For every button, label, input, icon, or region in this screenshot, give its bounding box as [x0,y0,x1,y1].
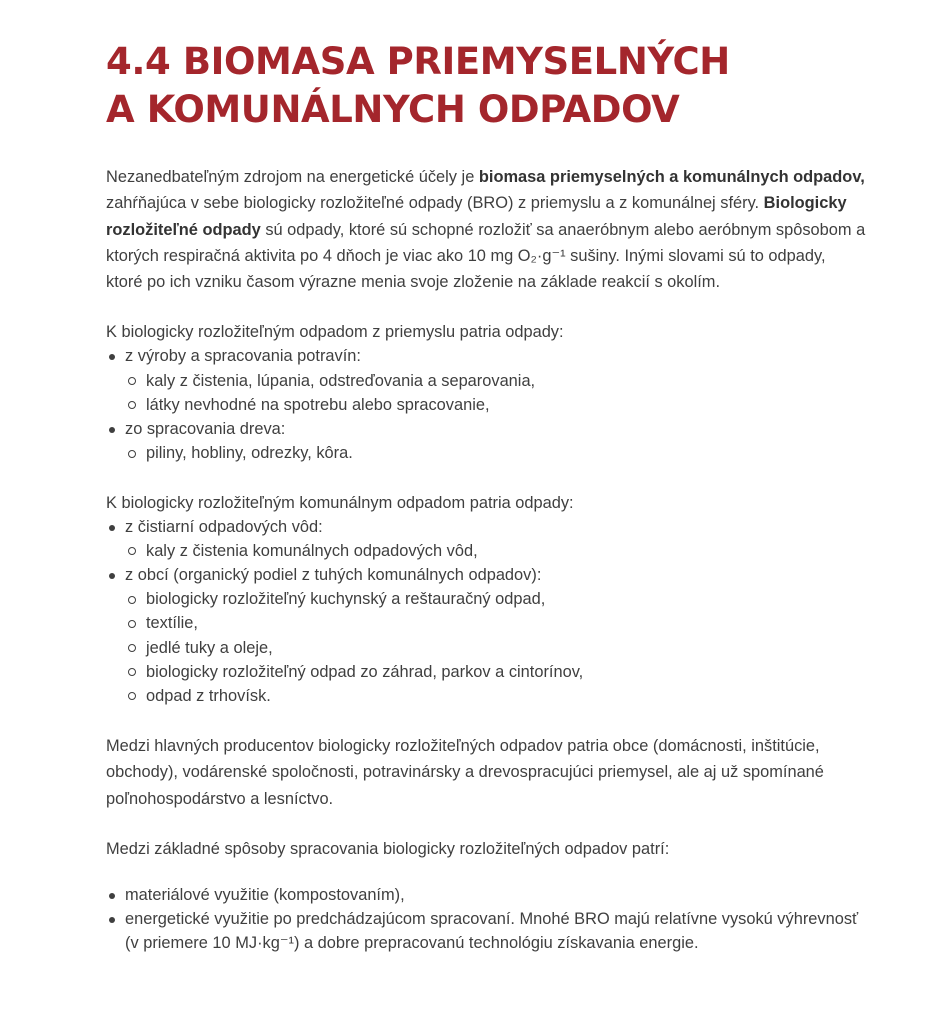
methods-list [106,883,866,956]
section-heading [106,38,866,134]
sub-list-item: textílie, [125,611,866,635]
methods-lead: Medzi základné spôsoby spracovania biologicky rozložiteľných odpadov patrí: [106,840,670,859]
sub-list [125,441,866,465]
sub-list-item: kaly z čistenia komunálnych odpadových vôd, [125,539,866,563]
industry-list [106,344,866,465]
sub-list [125,369,866,417]
sub-list-item: biologicky rozložiteľný odpad zo záhrad, parkov a cintorínov, [125,660,866,684]
intro-paragraph [106,164,866,295]
sub-list [125,539,866,563]
article [106,38,866,956]
section-heading-line-2: A KOMUNÁLNYCH ODPADOV [106,88,680,131]
list-item: materiálové využitie (kompostovaním), [106,883,866,907]
intro-text-1: Nezanedbateľným zdrojom na energetické účely je [106,168,479,186]
list-item-label: zo spracovania dreva: [125,420,286,439]
intro-text-2: zahŕňajúca v sebe biologicky rozložiteľné odpady (BRO) z priemyslu a z komunálnej sféry. [106,194,764,213]
list-item [106,417,866,465]
sub-list-item: kaly z čistenia, lúpania, odstreďovania a separovania, [125,369,866,393]
sub-list-item: odpad z trhovísk. [125,684,866,708]
municipal-section [106,491,866,709]
sub-list-item: piliny, hobliny, odrezky, kôra. [125,441,866,465]
list-item [106,344,866,417]
sub-list-item: látky nevhodné na spotrebu alebo spracovanie, [125,393,866,417]
sub-list [125,587,866,708]
industry-section [106,320,866,465]
producers-paragraph: Medzi hlavných producentov biologicky rozložiteľných odpadov patria obce (domácnosti, inštitúcie, obchody), vodárenské spoločnosti, potravinársky a drevospracujúci priemysel, ale aj už spomínané poľnohospodárstvo a lesníctvo. [106,737,824,808]
list-item-label: z čistiarní odpadových vôd: [125,517,323,536]
list-item [106,563,866,708]
sub-list-item: biologicky rozložiteľný kuchynský a reštauračný odpad, [125,587,866,611]
municipal-list [106,515,866,709]
list-item [106,515,866,563]
methods-section [106,837,866,956]
sub-list-item: jedlé tuky a oleje, [125,636,866,660]
list-item-label: z výroby a spracovania potravín: [125,347,361,366]
section-heading-line-1: 4.4 BIOMASA PRIEMYSELNÝCH [106,40,730,83]
intro-text-3: sú odpady, ktoré sú schopné rozložiť sa anaeróbnym alebo aeróbnym spôsobom a ktorých respiračná aktivita po 4 dňoch je viac ako 10 mg O₂·g⁻¹ sušiny. Inými slovami sú to odpady, ktoré po ich vzniku časom výrazne menia svoje zloženie na základe reakcií s okolím. [106,220,866,292]
list-item-label: z obcí (organický podiel z tuhých komunálnych odpadov): [125,565,542,584]
intro-bold-1: biomasa priemyselných a komunálnych odpadov, [478,168,865,186]
intro-bold-2: Biologicky rozložiteľné odpady [106,194,847,239]
list-item: energetické využitie po predchádzajúcom spracovaní. Mnohé BRO majú relatívne vysokú výhrevnosť (v priemere 10 MJ·kg⁻¹) a dobre prepracovanú technológiu získavania energie. [106,907,866,955]
municipal-lead: K biologicky rozložiteľným komunálnym odpadom patria odpady: [106,493,574,512]
industry-lead: K biologicky rozložiteľným odpadom z priemyslu patria odpady: [106,323,564,342]
